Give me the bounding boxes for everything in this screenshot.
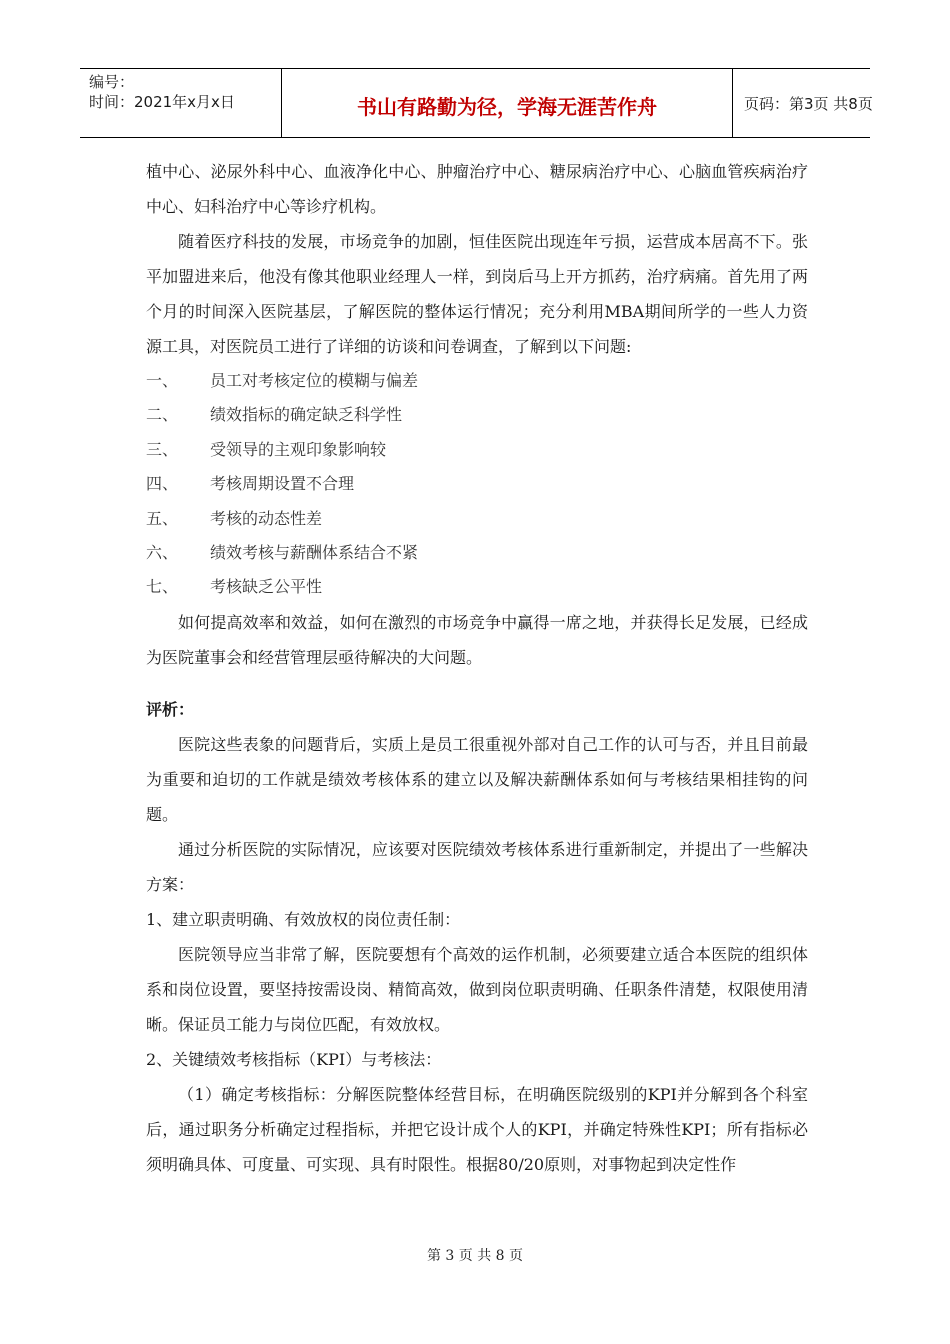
page-header (80, 68, 873, 138)
list-item-text: 受领导的主观印象影响较 (210, 439, 387, 459)
list-item-number: 一、 (146, 371, 179, 390)
list-item (146, 570, 808, 604)
time-label: 时间：2021年x月x日 (89, 93, 235, 111)
page-number-label: 页码：第3页 共8页 (744, 95, 873, 113)
paragraph-responsibility: 医院领导应当非常了解，医院要想有个高效的运作机制，必须要建立适合本医院的组织体系和岗位设置，要坚持按需设岗、精简高效，做到岗位职责明确、任职条件清楚，权限使用清晰。保证员工能力与岗位匹配，有效放权。 (146, 944, 808, 1034)
list-item-text: 员工对考核定位的模糊与偏差 (210, 371, 419, 390)
list-item-text: 考核的动态性差 (210, 508, 323, 528)
list-item (146, 467, 808, 501)
list-item-number: 七、 (146, 577, 179, 597)
solution-heading-2: 2、关键绩效考核指标（KPI）与考核法： (146, 1049, 442, 1069)
document-body (146, 154, 808, 1182)
list-item (146, 364, 808, 398)
section-spacer (146, 675, 808, 692)
motto-text: 书山有路勤为径，学海无涯苦作舟 (357, 95, 657, 119)
paragraph-challenge: 如何提高效率和效益，如何在激烈的市场竞争中赢得一席之地，并获得长足发展，已经成为医院董事会和经营管理层亟待解决的大问题。 (146, 612, 808, 667)
problem-list (146, 364, 808, 605)
paragraph-solution-intro: 通过分析医院的实际情况，应该要对医院绩效考核体系进行重新制定，并提出了一些解决方案： (146, 839, 808, 894)
paragraph-institutions: 植中心、泌尿外科中心、血液净化中心、肿瘤治疗中心、糖尿病治疗中心、心脑血管疾病治疗中心、妇科治疗中心等诊疗机构。 (146, 162, 808, 216)
list-item-number: 六、 (146, 543, 179, 563)
paragraph-background: 随着医疗科技的发展，市场竞争的加剧，恒佳医院出现连年亏损，运营成本居高不下。张平加盟进来后，他没有像其他职业经理人一样，到岗后马上开方抓药，治疗病痛。首先用了两个月的时间深入医院基层，了解医院的整体运行情况；充分利用MBA期间所学的一些人力资源工具，对医院员工进行了详细的访谈和问卷调查，了解到以下问题: (146, 232, 808, 356)
paragraph-analysis: 医院这些表象的问题背后，实质上是员工很重视外部对自己工作的认可与否，并且目前最为重要和迫切的工作就是绩效考核体系的建立以及解决薪酬体系如何与考核结果相挂钩的问题。 (146, 734, 808, 824)
list-item-number: 五、 (146, 508, 179, 528)
page-footer: 第 3 页 共 8 页 (426, 1248, 524, 1264)
analysis-heading: 评析： (146, 699, 195, 719)
list-item-number: 二、 (146, 405, 179, 425)
list-item-text: 绩效考核与薪酬体系结合不紧 (210, 543, 419, 563)
list-item (146, 502, 808, 536)
list-item-number: 三、 (146, 439, 179, 459)
list-item (146, 433, 808, 467)
solution-heading-1: 1、建立职责明确、有效放权的岗位责任制： (146, 909, 461, 929)
paragraph-kpi: （1）确定考核指标：分解医院整体经营目标，在明确医院级别的KPI并分解到各个科室后，通过职务分析确定过程指标，并把它设计成个人的KPI，并确定特殊性KPI；所有指标必须明确具体、可度量、可实现、具有时限性。根据80/20原则，对事物起到决定性作 (146, 1084, 808, 1174)
header-motto-cell (281, 69, 733, 137)
list-item-text: 绩效指标的确定缺乏科学性 (210, 405, 403, 425)
header-meta-cell (80, 69, 281, 137)
list-item-number: 四、 (146, 474, 179, 494)
list-item (146, 398, 808, 432)
list-item-text: 考核缺乏公平性 (210, 577, 323, 597)
list-item (146, 536, 808, 570)
header-page-cell (732, 69, 873, 137)
number-label: 编号： (89, 73, 135, 91)
list-item-text: 考核周期设置不合理 (210, 474, 355, 494)
